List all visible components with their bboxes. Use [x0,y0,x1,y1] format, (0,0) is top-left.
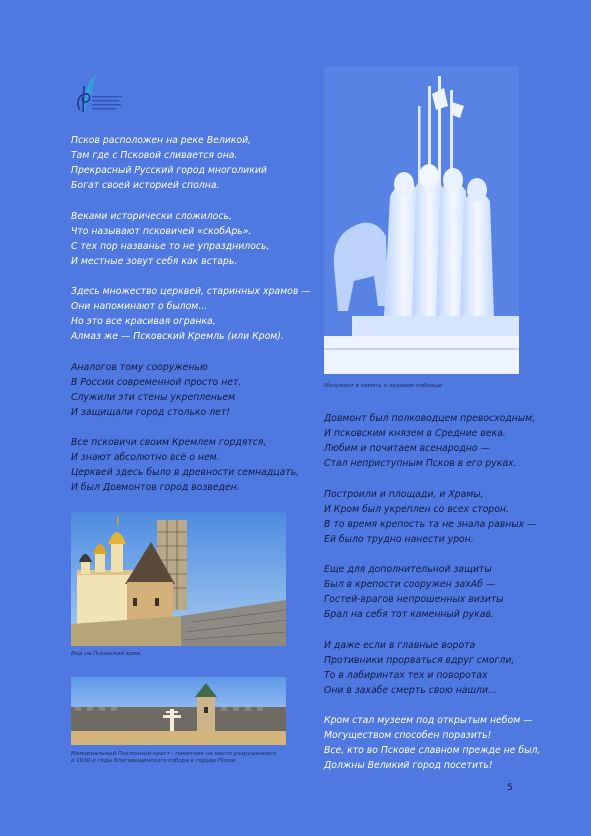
poem-line: Служили эти стены укрепленьем [71,391,236,403]
cross-caption-line-1: Мемориальный Поклонный крест - памятник на месте разрушенного [71,751,277,757]
poem-line: С тех пор названье то не упразднилось, [71,240,270,252]
poem-line: Могуществом способен поразить! [324,730,492,741]
poem-line: Стал неприступным Псков в его руках. [324,458,517,469]
poem-line: В то время крепость та не знала равных — [324,518,537,530]
poem-line: Еще для дополнительной защиты [324,564,492,575]
poem-line: Был в крепости сооружен захАб — [324,579,496,590]
poem-line: И даже если в главные ворота [324,639,476,651]
poem-line: Противники прорваться вдруг смогли, [324,654,515,666]
poem-line: И был Довмонтов город возведен. [71,482,240,493]
poem-line: Прекрасный Русский город многоликий [71,165,267,176]
poem-stanza [324,562,564,622]
poem-line: И Кром был укреплен со всех сторон. [324,503,509,515]
poem-line: Брал на себя тот каменный рукав. [324,609,494,620]
poem-stanza [71,435,321,495]
poem-line: Богат своей историей сполна. [71,180,220,191]
poem-line: И знают абсолютно всё о нем. [71,452,220,463]
poem-line: Церквей здесь было в древности семнадцать, [71,467,300,478]
poem-right-column [324,411,564,789]
poem-stanza [71,133,321,193]
page-number: 5 [507,783,513,793]
poem-line: Аналогов тому сооруженью [71,361,208,373]
poem-line: Все псковичи своим Кремлем гордятся, [71,437,267,448]
treble-clef-feather-logo [70,72,126,116]
poem-line: Они напоминают о былом... [71,301,208,312]
poem-line: Они в захабе смерть свою нашли... [324,684,497,696]
poem-line: То в лабиринтах тех и поворотах [324,669,488,681]
ice-monument-photo [324,66,519,374]
poem-line: Все, кто во Пскове славном прежде не был, [324,745,541,756]
poem-line: Довмонт был полководцем превосходным, [324,413,536,424]
cross-caption [71,751,276,766]
poem-stanza [71,360,321,420]
poem-stanza [71,209,321,269]
poem-line: Там где с Псковой сливается она. [71,150,238,161]
memorial-cross-photo [71,677,286,745]
poem-line: Здесь множество церквей, старинных храмов — [71,286,311,297]
poem-stanza [324,487,564,547]
poem-line: Псков расположен на реке Великой, [71,135,252,146]
poem-line: Что называют псковичей «скобАрь». [71,225,252,237]
poem-line: И псковским князем в Средние века. [324,428,506,439]
cross-caption-line-2: в 1930-е годы Благовещенского собора в городе Псков [71,758,236,765]
poem-line: И защищали город столько лет! [71,406,230,418]
pskov-kremlin-photo [71,512,286,646]
kremlin-caption: Вид на Псковский кром [71,651,141,657]
poem-stanza [324,411,564,471]
poem-line: Должны Великий город посетить! [324,760,493,771]
poem-stanza [324,638,564,698]
poem-line: Гостей-врагов непрошенных визиты [324,594,504,605]
poem-line: Ей было трудно нанести урон. [324,533,474,545]
poem-line: Но это все красивая огранка, [71,316,216,327]
poem-line: Кром стал музеем под открытым небом — [324,715,533,726]
poem-stanza [324,713,564,773]
poem-line: Алмаз же — Псковский Кремль (или Кром). [71,331,284,342]
poem-stanza [71,284,321,344]
poem-line: В России современной просто нет. [71,376,242,388]
monument-caption: Монумент в память о ледовом побоище [324,383,443,389]
poem-line: Любим и почитаем всенародно — [324,443,490,454]
poem-left-column [71,133,321,511]
poem-line: Веками исторически сложилось, [71,210,232,222]
poem-line: Построили и площади, и Храмы, [324,488,484,500]
poem-line: И местные зовут себя как встарь. [71,255,238,267]
